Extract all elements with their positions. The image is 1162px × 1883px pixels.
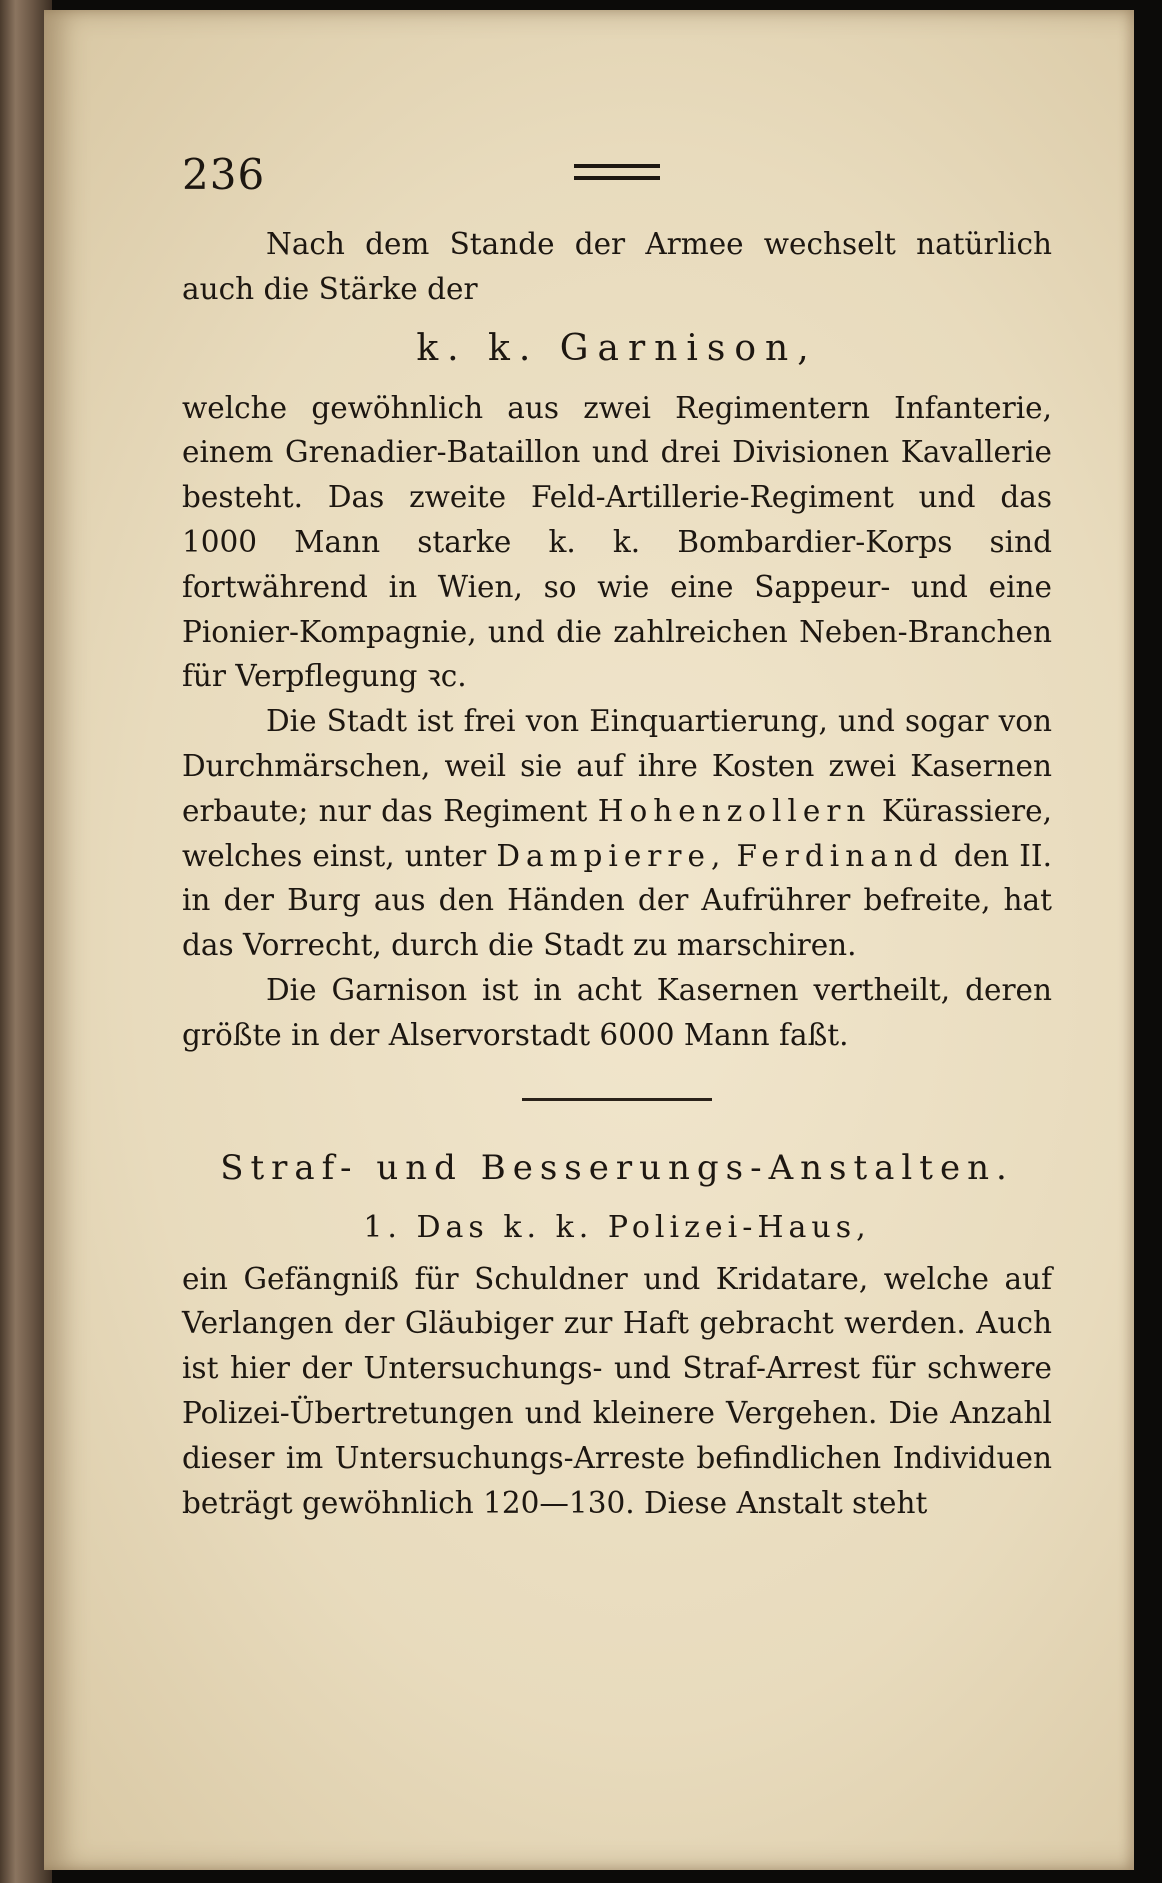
regiment-name: Hohenzollern — [597, 793, 872, 828]
billeting-text-1: Die Stadt ist frei von Einquartierung, und sogar von Durchmärschen, weil sie auf ihre Kosten zwei Kasernen erbaute; nur das Regiment — [182, 704, 1052, 828]
header-rule — [574, 164, 660, 180]
emperor-name: Ferdinand — [736, 838, 944, 873]
billeting-text-2: Kürassiere, welches einst, unter — [182, 793, 1052, 873]
section-title: Straf- und Besserungs-Anstalten. — [220, 1147, 1014, 1188]
section-divider — [522, 1098, 712, 1101]
subheading-polizei-haus: 1. Das k. k. Polizei-Haus, — [363, 1209, 871, 1245]
paragraph-billeting — [182, 699, 1052, 968]
paragraph-intro: Nach dem Stande der Armee wechselt natürlich auch die Stärke der — [182, 227, 1052, 306]
page-header — [182, 150, 1052, 222]
paragraph-garrison-units: welche gewöhnlich aus zwei Regimentern Infanterie, einem Grenadier-Bataillon und drei Divisionen Kavallerie besteht. Das zweite Feld-Artillerie-Regiment und das 1000 Mann starke k. k. Bombardier-Korps sind fortwährend in Wien, so wie eine Sappeur- und eine Pionier-Kompagnie, und die zahlreichen Neben-Branchen für Verpflegung ꝛc. — [182, 390, 1052, 694]
billeting-text-3: den II. in der Burg aus den Händen der Aufrührer befreite, hat das Vorrecht, durch die Stadt zu marschiren. — [182, 838, 1052, 963]
commander-name: Dampierre, — [496, 838, 727, 873]
paragraph-polizei-haus: ein Gefängniß für Schuldner und Kridatare, welche auf Verlangen der Gläubiger zur Haft gebracht werden. Auch ist hier der Untersuchungs- und Straf-Arrest für schwere Polizei-Übertretungen und kleinere Vergehen. Die Anzahl dieser im Untersuchungs-Arreste befindlichen Individuen beträgt gewöhnlich 120—130. Diese Anstalt steht — [182, 1261, 1052, 1520]
page-number: 236 — [182, 150, 266, 199]
heading-garnison: k. k. Garnison, — [416, 327, 818, 369]
page-edge-shadow — [1134, 10, 1162, 1870]
page-content — [182, 150, 1052, 1525]
paragraph-barracks: Die Garnison ist in acht Kasernen vertheilt, deren größte in der Alservorstadt 6000 Mann faßt. — [182, 972, 1052, 1052]
